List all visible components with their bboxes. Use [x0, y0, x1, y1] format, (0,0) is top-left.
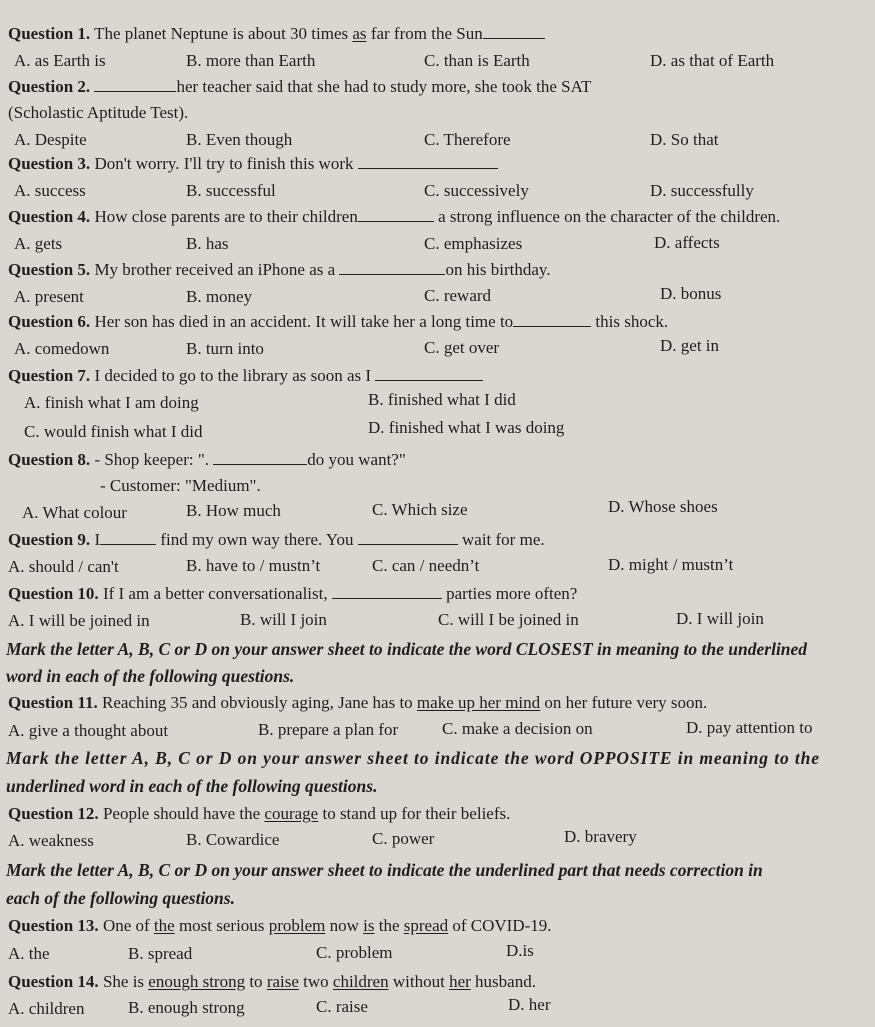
option-b[interactable]: B. successful [186, 181, 276, 200]
option-d[interactable]: D.is [506, 941, 534, 960]
question-label: Question 6. [8, 312, 91, 331]
option-d[interactable]: D. her [508, 995, 551, 1014]
option-c[interactable]: C. make a decision on [442, 719, 593, 738]
instruction-closest-cont: word in each of the following questions. [6, 666, 295, 686]
option-d[interactable]: D. I will join [676, 609, 764, 628]
instruction-opposite-cont: underlined word in each of the following questions. [6, 776, 378, 796]
option-b[interactable]: B. spread [128, 944, 193, 963]
option-c[interactable]: C. can / needn’t [372, 556, 480, 575]
option-d[interactable]: D. So that [650, 130, 719, 149]
answer-blank[interactable] [358, 153, 498, 169]
question-12: Question 12. People should have the courage to stand up for their beliefs. [8, 804, 511, 823]
question-label: Question 1. [8, 24, 91, 43]
option-c[interactable]: C. Therefore [424, 130, 511, 149]
question-continuation: - Customer: "Medium". [100, 476, 261, 495]
option-c[interactable]: C. will I be joined in [438, 610, 579, 629]
answer-blank[interactable] [339, 259, 445, 275]
option-c[interactable]: C. Which size [372, 500, 468, 519]
option-b[interactable]: B. enough strong [128, 998, 245, 1017]
answer-blank[interactable] [332, 583, 442, 599]
question-label: Question 7. [8, 366, 91, 385]
instruction-opposite: Mark the letter A, B, C or D on your answer sheet to indicate the word OPPOSITE in meaning to the [6, 748, 820, 768]
answer-blank[interactable] [213, 449, 307, 465]
question-label: Question 9. [8, 530, 91, 549]
option-b[interactable]: B. finished what I did [368, 390, 516, 409]
answer-blank[interactable] [375, 365, 483, 381]
option-d[interactable]: D. as that of Earth [650, 51, 775, 70]
option-a[interactable]: A. should / can't [8, 557, 119, 576]
option-a[interactable]: A. as Earth is [14, 51, 106, 70]
option-d[interactable]: D. affects [654, 233, 720, 252]
question-10: Question 10. If I am a better conversationalist, parties more often? [8, 584, 578, 603]
option-d[interactable]: D. pay attention to [686, 718, 813, 737]
question-label: Question 12. [8, 804, 99, 823]
question-9: Question 9. I find my own way there. You wait for me. [8, 530, 545, 549]
question-3: Question 3. Don't worry. I'll try to finish this work [8, 153, 498, 175]
option-b[interactable]: B. How much [186, 501, 281, 520]
option-d[interactable]: D. bonus [660, 284, 722, 303]
option-c[interactable]: C. get over [424, 338, 500, 357]
instruction-correction: Mark the letter A, B, C or D on your answer sheet to indicate the underlined part that needs correction in [6, 860, 763, 880]
option-c[interactable]: C. raise [316, 997, 368, 1016]
instruction-correction-cont: each of the following questions. [6, 888, 235, 908]
option-a[interactable]: A. success [14, 181, 86, 200]
question-label: Question 4. [8, 207, 91, 226]
answer-blank[interactable] [358, 529, 458, 545]
answer-blank[interactable] [94, 76, 176, 92]
question-label: Question 2. [8, 77, 91, 96]
option-a[interactable]: A. give a thought about [8, 721, 169, 740]
option-a[interactable]: A. present [14, 287, 84, 306]
option-d[interactable]: D. get in [660, 336, 720, 355]
option-b[interactable]: B. Even though [186, 130, 293, 149]
answer-blank[interactable] [513, 311, 591, 327]
answer-blank[interactable] [100, 529, 156, 545]
option-d[interactable]: D. finished what I was doing [368, 418, 565, 437]
question-5: Question 5. My brother received an iPhone as a on his birthday. [8, 260, 551, 279]
question-13: Question 13. One of the most serious problem now is the spread of COVID-19. [8, 916, 552, 935]
option-b[interactable]: B. has [186, 234, 229, 253]
question-label: Question 8. [8, 450, 91, 469]
option-c[interactable]: C. problem [316, 943, 393, 962]
option-a[interactable]: A. finish what I am doing [24, 393, 199, 412]
option-a[interactable]: A. children [8, 999, 85, 1018]
option-a[interactable]: A. gets [14, 234, 63, 253]
option-c[interactable]: C. than is Earth [424, 51, 530, 70]
option-d[interactable]: D. Whose shoes [608, 497, 718, 516]
underlined-word: courage [264, 804, 319, 823]
question-11: Question 11. Reaching 35 and obviously aging, Jane has to make up her mind on her future very soon. [8, 693, 708, 712]
answer-blank[interactable] [483, 23, 545, 39]
option-a[interactable]: A. I will be joined in [8, 611, 150, 630]
instruction-closest: Mark the letter A, B, C or D on your answer sheet to indicate the word CLOSEST in meaning to the underlined [6, 639, 808, 659]
question-label: Question 3. [8, 154, 91, 173]
option-c[interactable]: C. would finish what I did [24, 422, 203, 441]
option-a[interactable]: A. the [8, 944, 50, 963]
option-b[interactable]: B. will I join [240, 610, 327, 629]
option-b[interactable]: B. prepare a plan for [258, 720, 399, 739]
option-c[interactable]: C. power [372, 829, 435, 848]
question-label: Question 11. [8, 693, 98, 712]
option-a[interactable]: A. What colour [22, 503, 127, 522]
question-label: Question 14. [8, 972, 99, 991]
option-b[interactable]: B. more than Earth [186, 51, 316, 70]
question-1: Question 1. The planet Neptune is about 30 times as far from the Sun [8, 23, 545, 45]
question-label: Question 10. [8, 584, 99, 603]
question-continuation: (Scholastic Aptitude Test). [8, 103, 189, 122]
option-b[interactable]: B. Cowardice [186, 830, 280, 849]
question-6: Question 6. Her son has died in an accident. It will take her a long time to this shock. [8, 312, 669, 331]
option-b[interactable]: B. turn into [186, 339, 264, 358]
option-c[interactable]: C. successively [424, 181, 529, 200]
question-label: Question 13. [8, 916, 99, 935]
underlined-phrase: make up her mind [416, 693, 541, 712]
question-7: Question 7. I decided to go to the library as soon as I [8, 365, 483, 387]
option-d[interactable]: D. successfully [650, 181, 754, 200]
option-d[interactable]: D. bravery [564, 827, 637, 846]
option-d[interactable]: D. might / mustn’t [608, 555, 734, 574]
question-2: Question 2. her teacher said that she had to study more, she took the SAT [8, 77, 592, 96]
option-a[interactable]: A. comedown [14, 339, 110, 358]
option-a[interactable]: A. Despite [14, 130, 87, 149]
question-4: Question 4. How close parents are to their children a strong influence on the character of the children. [8, 207, 781, 226]
question-8: Question 8. - Shop keeper: ". do you want?" [8, 450, 406, 469]
option-c[interactable]: C. emphasizes [424, 234, 523, 253]
option-a[interactable]: A. weakness [8, 831, 94, 850]
answer-blank[interactable] [358, 206, 434, 222]
option-b[interactable]: B. have to / mustn’t [186, 556, 321, 575]
option-c[interactable]: C. reward [424, 286, 492, 305]
option-b[interactable]: B. money [186, 287, 253, 306]
question-label: Question 5. [8, 260, 91, 279]
question-14: Question 14. She is enough strong to raise two children without her husband. [8, 972, 536, 991]
